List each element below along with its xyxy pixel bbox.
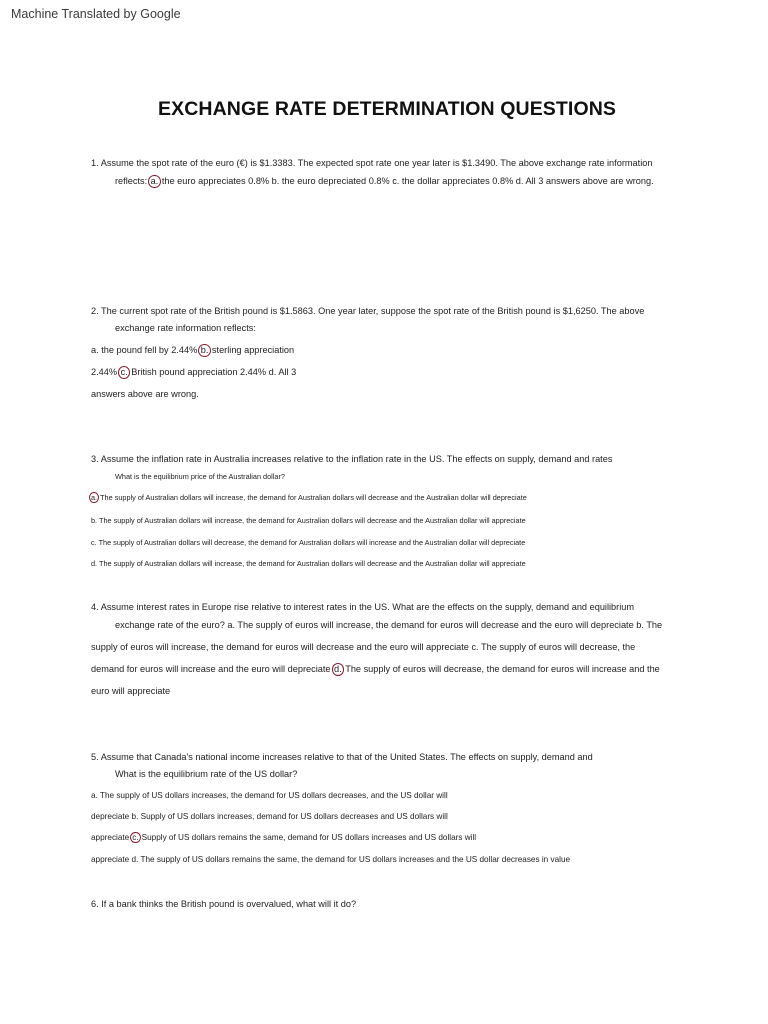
q4-circled-answer-d: d. xyxy=(332,663,345,676)
q2-stem-line-2: exchange rate information reflects: xyxy=(115,323,256,333)
q2-text: a. the pound fell by 2.44% xyxy=(91,345,198,355)
q2-circled-answer-c: c. xyxy=(118,366,130,379)
q5-options-line-4: appreciate d. The supply of US dollars remains the same, the demand for US dollars increases and the US dollar decreases in value xyxy=(91,855,571,864)
q2-circled-answer-b: b. xyxy=(198,344,211,357)
q5-options-line-3 xyxy=(91,832,476,844)
q3-option-b: b. The supply of Australian dollars will increase, the demand for Australian dollars will decrease and the Australian dollar will appreciate xyxy=(91,516,526,525)
q1-circled-answer-a: a. xyxy=(148,175,161,188)
q5-circled-answer-c: c. xyxy=(132,833,139,842)
q5-stem-line-2: What is the equilibrium rate of the US dollar? xyxy=(115,769,298,779)
q2-text: 2.44% xyxy=(91,367,118,377)
q3-option-a xyxy=(88,492,527,504)
q1-text: reflects: xyxy=(115,176,148,186)
q2-options-line-3: answers above are wrong. xyxy=(91,389,199,399)
q2-options-line-1 xyxy=(91,344,294,357)
q4-stem-line-2: exchange rate of the euro? a. The supply of euros will increase, the demand for euros will decrease and the euro will depreciate b. The xyxy=(115,620,663,630)
q3-option-a-text: The supply of Australian dollars will increase, the demand for Australian dollars will decrease and the Australian dollar will depreciate xyxy=(100,493,527,502)
q2-text: British pound appreciation 2.44% d. All 3 xyxy=(131,367,297,377)
machine-translation-banner: Machine Translated by Google xyxy=(11,7,181,21)
q1-text: the euro appreciates 0.8% b. the euro depreciated 0.8% c. the dollar appreciates 0.8% d. All 3 answers above are wrong. xyxy=(161,176,654,186)
q5-text: appreciate xyxy=(91,833,130,842)
q1-stem-line-1: 1. Assume the spot rate of the euro (€) is $1.3383. The expected spot rate one year later is $1.3490. The above exchange rate information xyxy=(91,158,653,168)
q4-stem-line-1: 4. Assume interest rates in Europe rise relative to interest rates in the US. What are the effects on the supply, demand and equilibrium xyxy=(91,602,635,612)
page-title: EXCHANGE RATE DETERMINATION QUESTIONS xyxy=(158,98,616,120)
q4-stem-line-4 xyxy=(91,663,660,676)
q3-option-d: d. The supply of Australian dollars will increase, the demand for Australian dollars will decrease and the Australian dollar will appreciate xyxy=(91,559,526,568)
q4-text: demand for euros will increase and the euro will depreciate xyxy=(91,664,331,674)
q4-text: The supply of euros will decrease, the demand for euros will increase and the xyxy=(345,664,660,674)
q5-options-line-1: a. The supply of US dollars increases, the demand for US dollars decreases, and the US dollar will xyxy=(91,791,448,800)
q3-stem-line-1: 3. Assume the inflation rate in Australia increases relative to the inflation rate in the US. The effects on supply, demand and rates xyxy=(91,454,613,464)
q6-stem-line-1: 6. If a bank thinks the British pound is overvalued, what will it do? xyxy=(91,899,357,909)
q4-stem-line-5: euro will appreciate xyxy=(91,686,171,696)
q2-stem-line-1: 2. The current spot rate of the British pound is $1.5863. One year later, suppose the spot rate of the British pound is $1,6250. The above xyxy=(91,306,645,316)
q2-text: sterling appreciation xyxy=(211,345,295,355)
q5-stem-line-1: 5. Assume that Canada's national income increases relative to that of the United States. The effects on supply, demand and xyxy=(91,752,593,762)
q1-stem-line-2 xyxy=(115,175,654,188)
q3-stem-line-2: What is the equilibrium price of the Australian dollar? xyxy=(115,472,285,481)
q3-option-c: c. The supply of Australian dollars will decrease, the demand for Australian dollars will increase and the Australian dollar will depreciate xyxy=(91,538,526,547)
q3-circled-answer-a: a. xyxy=(91,493,98,502)
q4-stem-line-3: supply of euros will increase, the demand for euros will decrease and the euro will appreciate c. The supply of euros will decrease, the xyxy=(91,642,636,652)
q2-options-line-2 xyxy=(91,366,296,379)
q5-options-line-2: depreciate b. Supply of US dollars increases, demand for US dollars decreases and US dollars will xyxy=(91,812,448,821)
q5-text: Supply of US dollars remains the same, demand for US dollars increases and US dollars will xyxy=(141,833,477,842)
